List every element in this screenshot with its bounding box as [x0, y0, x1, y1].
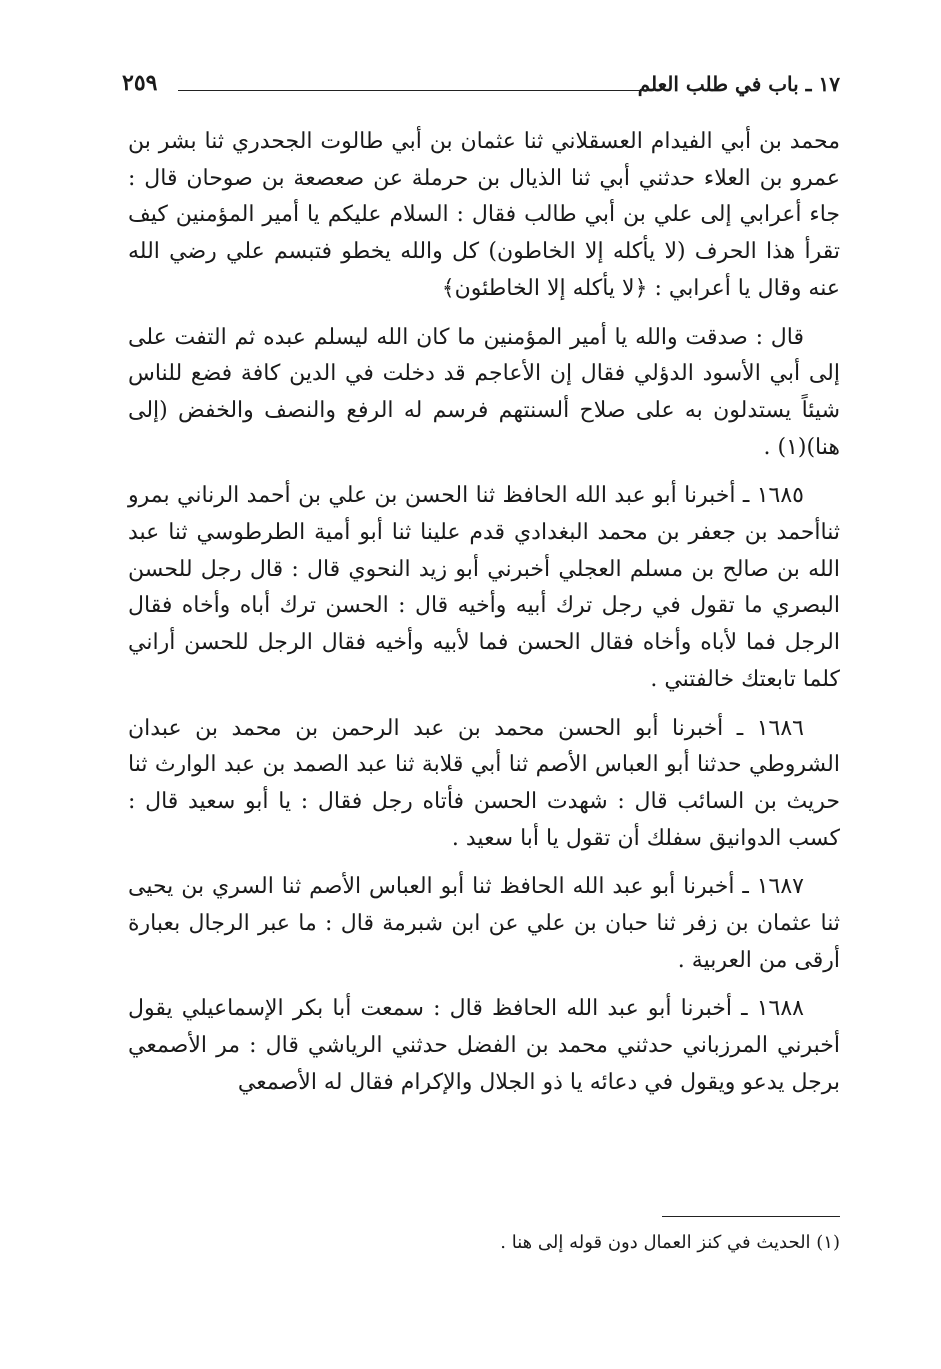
- paragraph-continuation: محمد بن أبي الفيدام العسقلاني ثنا عثمان بن أبي طالوت الجحدري ثنا بشر بن عمرو بن العلاء حدثني أبي ثنا الذيال بن حرملة عن صعصعة بن صوحان قال : جاء أعرابي إلى علي بن أبي طالب فقال : السلام عليكم يا أمير المؤمنين كيف تقرأ هذا الحرف (لا يأكله إلا الخاطون) كل والله يخطو فتبسم علي رضي الله عنه وقال يا أعرابي : ﴿لا يأكله إلا الخاطئون﴾: [128, 129, 840, 301]
- header-rule: [178, 90, 650, 91]
- page-header: [122, 68, 840, 102]
- hadith-1686: ١٦٨٦ ـ أخبرنا أبو الحسن محمد بن عبد الرحمن بن محمد بن عبدان الشروطي حدثنا أبو العباس الأصم ثنا أبي قلابة ثنا عبد الصمد بن عبد الوارث ثنا حريث بن السائب قال : شهدت الحسن فأتاه رجل فقال : يا أبو سعيد قال : كسب الدوانيق سفلك أن تقول يا أبا سعيد .: [128, 715, 840, 851]
- paragraph: قال : صدقت والله يا أمير المؤمنين ما كان الله ليسلم عبده ثم التفت على إلى أبي الأسود الدؤلي فقال إن الأعاجم قد دخلت في الدين كافة فضع للناس شيئاً يستدلون به على صلاح ألسنتهم فرسم له الرفع والنصف والخفض (إلى هنا)(١) .: [128, 324, 841, 460]
- footnote: (١) الحديث في كنز العمال دون قوله إلى هنا .: [500, 1232, 840, 1253]
- hadith-1687: ١٦٨٧ ـ أخبرنا أبو عبد الله الحافظ ثنا أبو العباس الأصم ثنا السري بن يحيى ثنا عثمان بن زفر ثنا حبان بن علي عن ابن شبرمة قال : ما عبر الرجال بعبارة أرقى من العربية .: [128, 874, 840, 973]
- hadith-1685: ١٦٨٥ ـ أخبرنا أبو عبد الله الحافظ ثنا الحسن بن علي بن أحمد الرناني بمرو ثناأحمد بن جعفر بن محمد البغدادي قدم علينا ثنا أبو أمية الطرطوسي ثنا عبد الله بن صالح بن مسلم العجلي أخبرني أبو زيد النحوي قال : قال رجل للحسن البصري ما تقول في رجل ترك أبيه وأخيه قال : الحسن ترك أباه وأخاه فقال الرجل فما لأباه وأخاه فقال الحسن فما لأبيه وأخيه فقال الرجل للحسن أراني كلما تابعتك خالفتني .: [128, 483, 840, 692]
- hadith-1688: ١٦٨٨ ـ أخبرنا أبو عبد الله الحافظ قال : سمعت أبا بكر الإسماعيلي يقول أخبرني المرزباني حدثني محمد بن الفضل حدثني الرياشي قال : مر الأصمعي برجل يدعو ويقول في دعائه يا ذو الجلال والإكرام فقال له الأصمعي: [128, 996, 840, 1095]
- page-number: ٢٥٩: [122, 70, 158, 96]
- main-text: [128, 124, 840, 1114]
- chapter-title: ١٧ ـ باب في طلب العلم: [637, 72, 840, 96]
- footnote-rule: [662, 1216, 840, 1217]
